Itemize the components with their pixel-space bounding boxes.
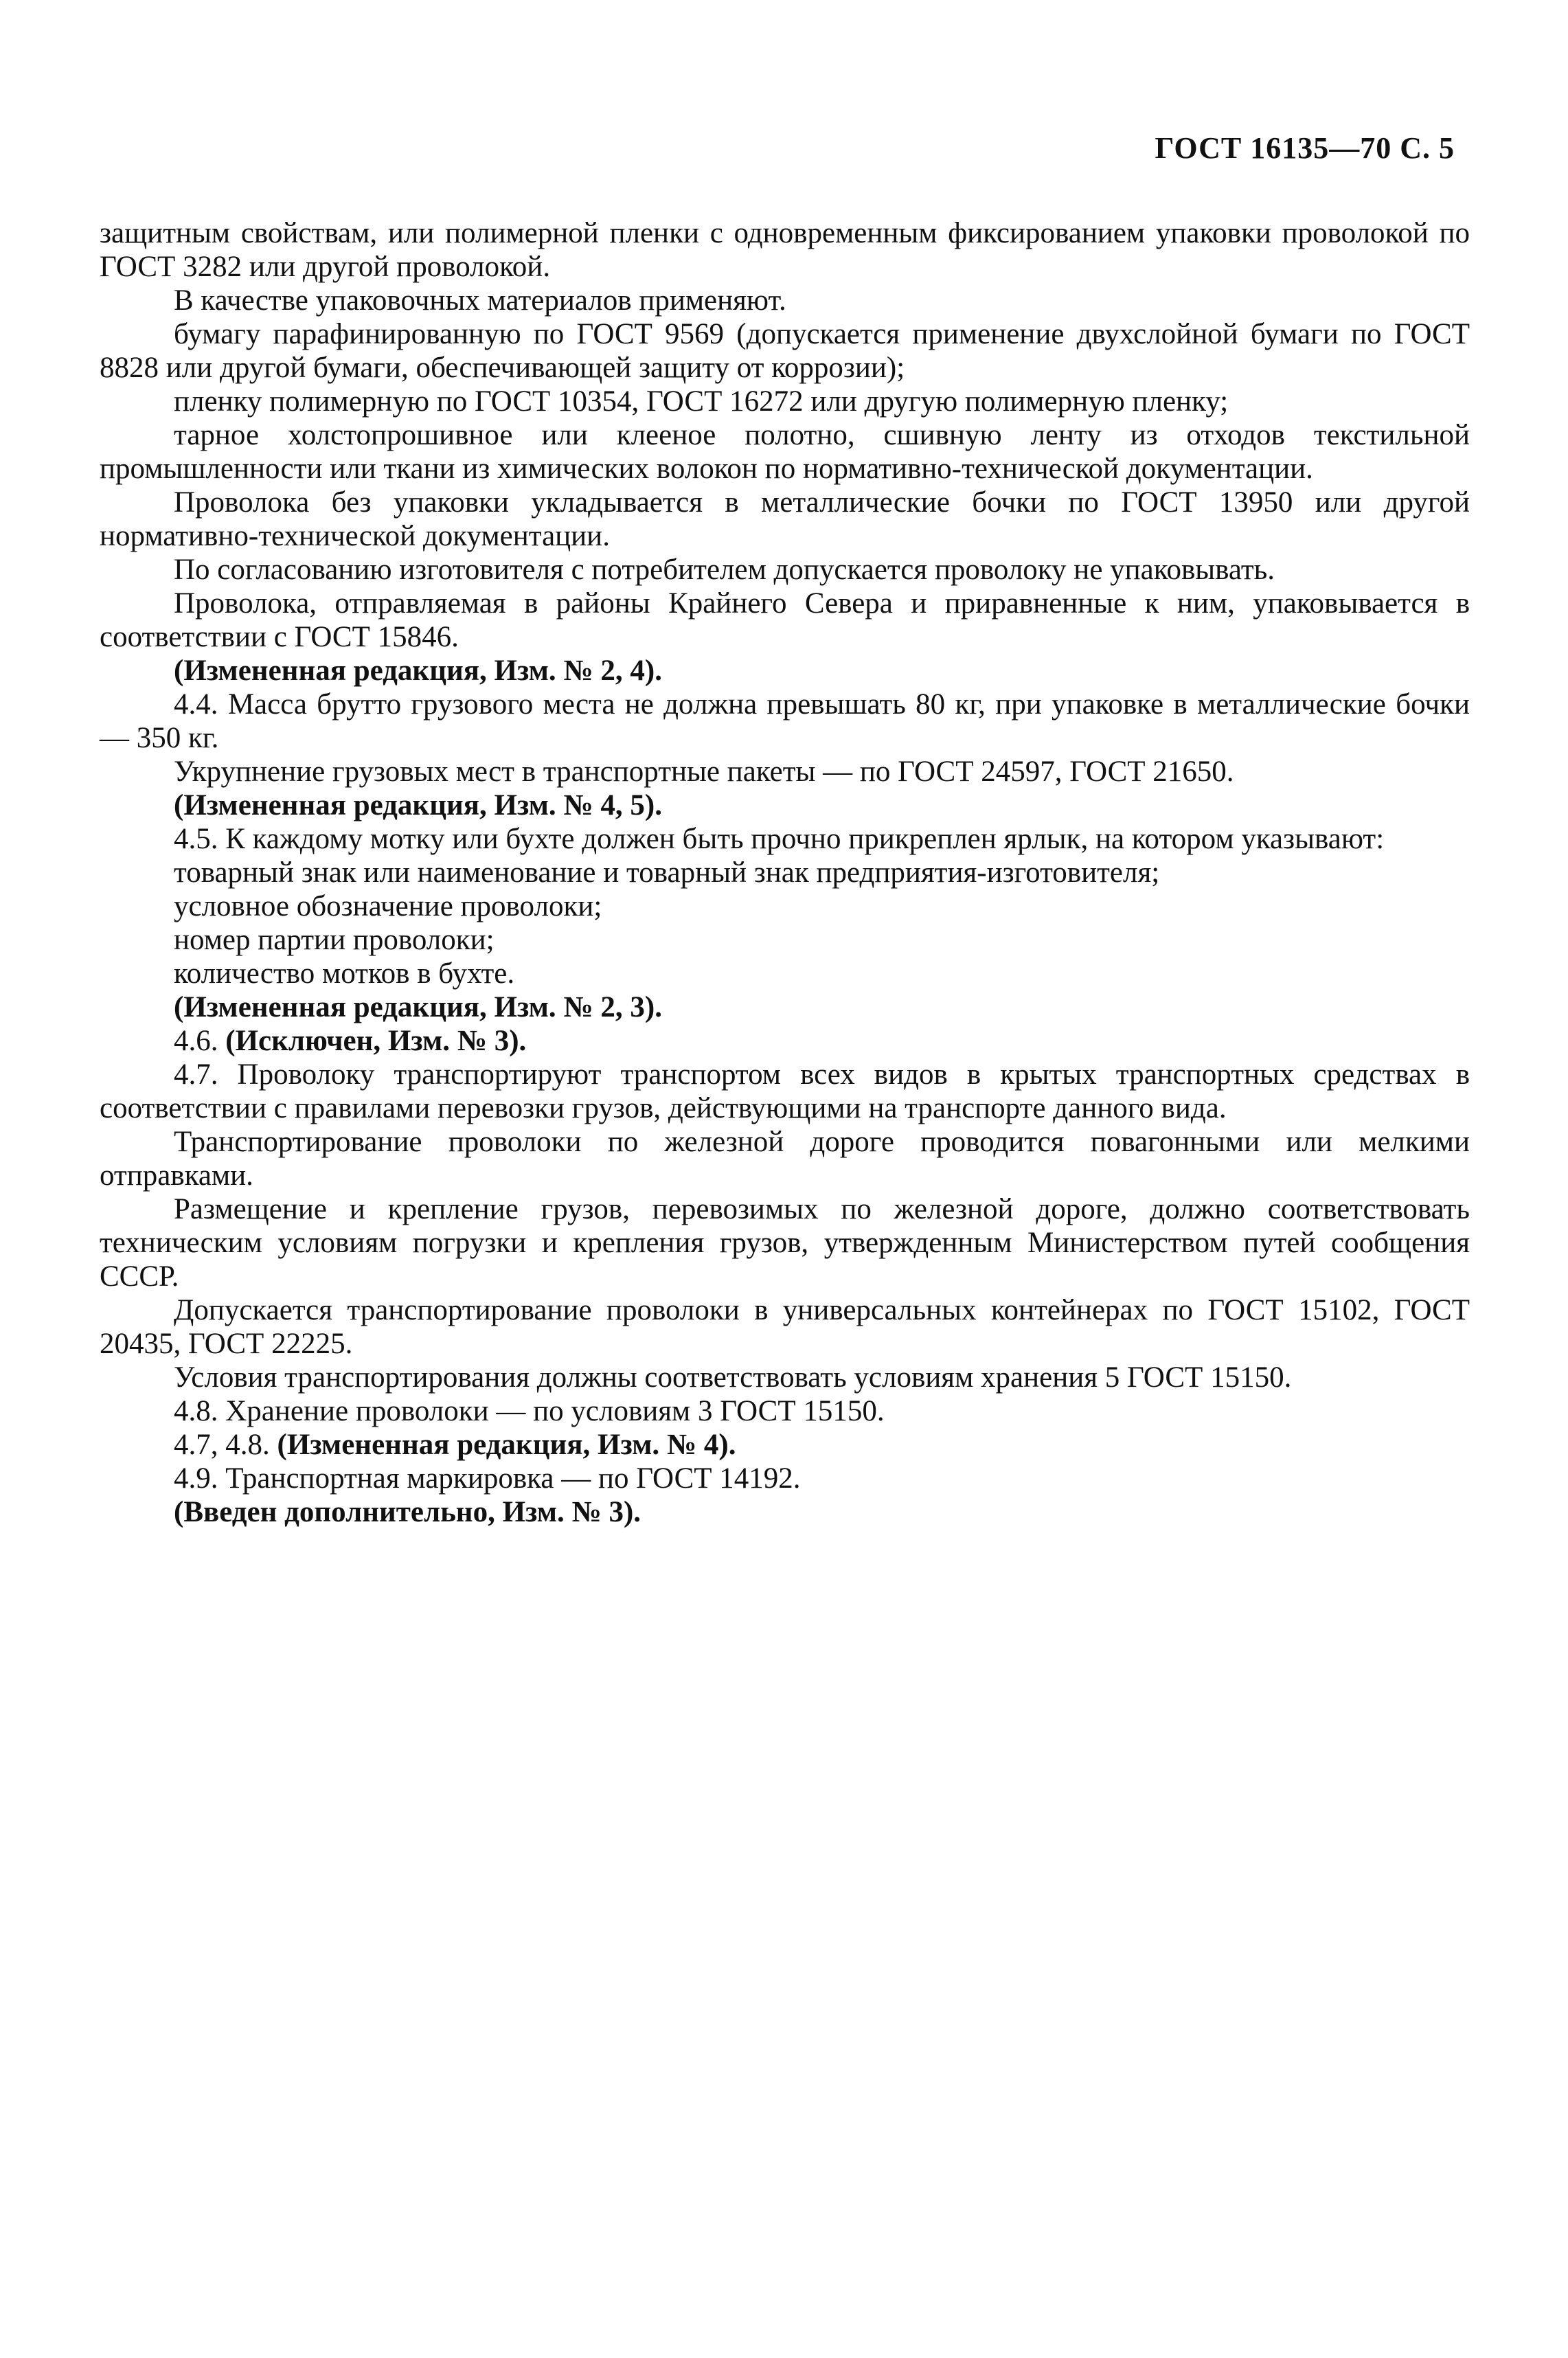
amendment-note: (Измененная редакция, Изм. № 2, 3). — [174, 991, 662, 1023]
paragraph: Размещение и крепление грузов, перевозимых по железной дороге, должно соответствовать техническим условиям погрузки и крепления грузов, утвержденным Министерством путей сообщения СССР. — [100, 1193, 1470, 1293]
paragraph: 4.4. Масса брутто грузового места не должна превышать 80 кг, при упаковке в металлические бочки — 350 кг. — [100, 688, 1470, 754]
paragraph: В качестве упаковочных материалов применяют. — [174, 284, 786, 317]
list-item: условное обозначение проволоки; — [174, 890, 602, 922]
list-item: номер партии проволоки; — [174, 924, 495, 956]
amendment-note: (Измененная редакция, Изм. № 4). — [277, 1429, 736, 1461]
page-header: ГОСТ 16135—70 С. 5 — [1155, 131, 1455, 165]
paragraph — [100, 1428, 1470, 1462]
paragraph: Допускается транспортирование проволоки в универсальных контейнерах по ГОСТ 15102, ГОСТ 20435, ГОСТ 22225. — [100, 1294, 1470, 1360]
paragraph: Проволока без упаковки укладывается в металлические бочки по ГОСТ 13950 или другой нормативно-технической документации. — [100, 486, 1470, 552]
paragraph — [100, 1024, 1470, 1058]
amendment-note: (Измененная редакция, Изм. № 4, 5). — [174, 789, 662, 821]
list-item: товарный знак или наименование и товарный знак предприятия-изготовителя; — [174, 857, 1160, 889]
paragraph: 4.5. К каждому мотку или бухте должен быть прочно прикреплен ярлык, на котором указывают: — [174, 823, 1385, 855]
paragraph: Условия транспортирования должны соответствовать условиям хранения 5 ГОСТ 15150. — [174, 1361, 1292, 1394]
amendment-note: (Исключен, Изм. № 3). — [225, 1025, 527, 1057]
paragraph: Проволока, отправляемая в районы Крайнего Севера и приравненные к ним, упаковывается в соответствии с ГОСТ 15846. — [100, 587, 1470, 653]
paragraph: защитным свойствам, или полимерной пленки с одновременным фиксированием упаковки проволокой по ГОСТ 3282 или другой проволокой. — [100, 217, 1470, 283]
paragraph: 4.9. Транспортная маркировка — по ГОСТ 14192. — [174, 1462, 801, 1495]
paragraph: Транспортирование проволоки по железной дороге проводится повагонными или мелкими отправками. — [100, 1126, 1470, 1192]
list-item: количество мотков в бухте. — [174, 957, 515, 990]
document-body — [100, 216, 1470, 1529]
clause-number: 4.6. — [174, 1025, 226, 1057]
paragraph: пленку полимерную по ГОСТ 10354, ГОСТ 16272 или другую полимерную пленку; — [174, 385, 1229, 418]
paragraph: 4.8. Хранение проволоки — по условиям 3 ГОСТ 15150. — [174, 1395, 885, 1427]
amendment-note: (Введен дополнительно, Изм. № 3). — [174, 1496, 641, 1528]
paragraph: По согласованию изготовителя с потребителем допускается проволоку не упаковывать. — [174, 554, 1275, 586]
amendment-note: (Измененная редакция, Изм. № 2, 4). — [174, 655, 662, 687]
clause-number: 4.7, 4.8. — [174, 1429, 277, 1461]
paragraph: 4.7. Проволоку транспортируют транспортом всех видов в крытых транспортных средствах в соответствии с правилами перевозки грузов, действующими на транспорте данного вида. — [100, 1058, 1470, 1124]
paragraph: бумагу парафинированную по ГОСТ 9569 (допускается применение двухслойной бумаги по ГОСТ 8828 или другой бумаги, обеспечивающей защиту от коррозии); — [100, 318, 1470, 384]
paragraph: тарное холстопрошивное или клееное полотно, сшивную ленту из отходов текстильной промышленности или ткани из химических волокон по нормативно-технической документации. — [100, 419, 1470, 485]
paragraph: Укрупнение грузовых мест в транспортные пакеты — по ГОСТ 24597, ГОСТ 21650. — [174, 756, 1234, 788]
